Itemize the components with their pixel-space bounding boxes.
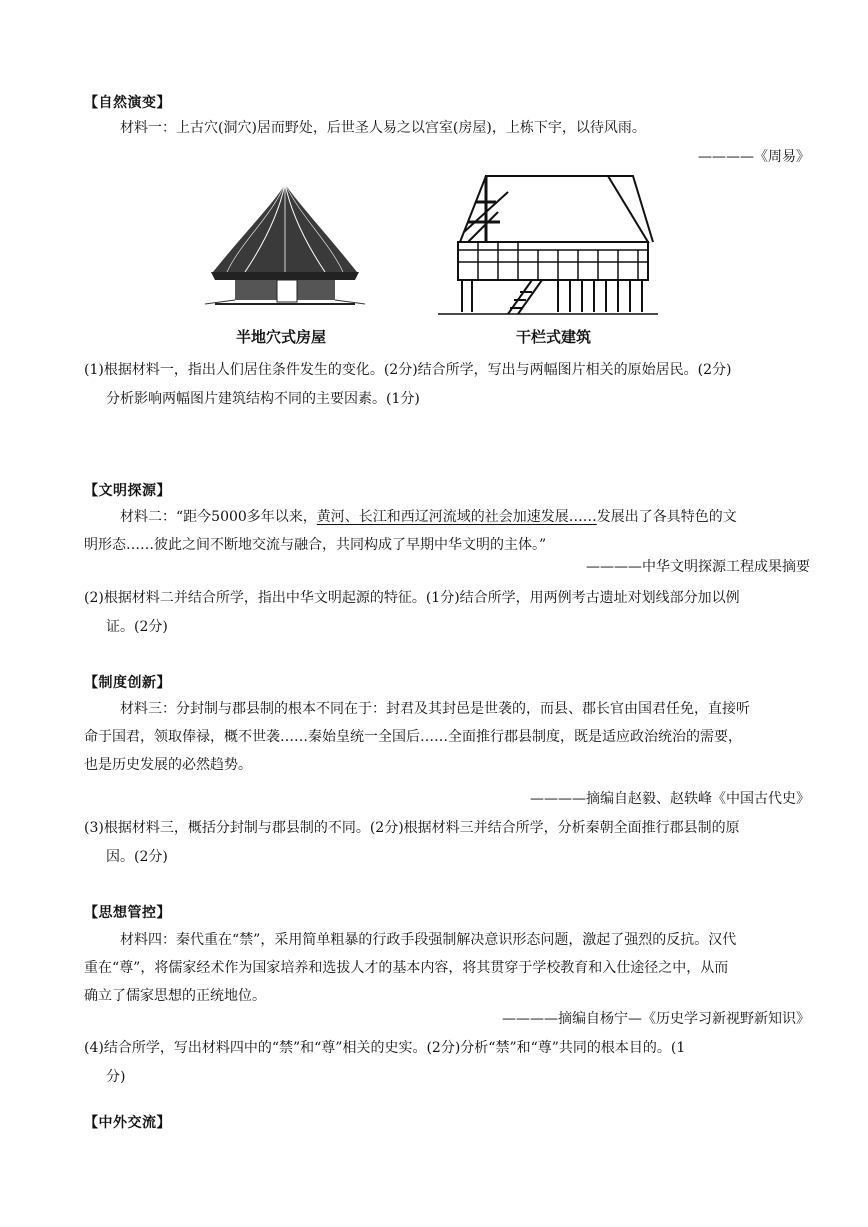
material-4-source: ————摘编自杨宁—《历史学习新视野新知识》 (502, 1011, 810, 1027)
question-3-line-1: (3)根据材料三，概括分封制与郡县制的不同。(2分)根据材料三并结合所学，分析秦朝全面推行郡县制的原 (84, 820, 740, 836)
section-title-natural-evolution: 【自然演变】 (84, 95, 171, 111)
material-3-line-3: 也是历史发展的必然趋势。 (84, 757, 252, 773)
material-3-line-1: 材料三：分封制与郡县制的根本不同在于：封君及其封邑是世袭的，而县、郡长官由国君任免，直接听 (120, 701, 750, 717)
material-2-underlined: 黄河、长江和西辽河流域的社会加速发展…… (316, 509, 597, 525)
material-1-text: 材料一：上古穴(洞穴)居而野处，后世圣人易之以宫室(房屋)，上栋下宇，以待风雨。 (120, 120, 646, 136)
question-3-line-2: 因。(2分) (106, 849, 168, 865)
question-1-line-1: (1)根据材料一，指出人们居住条件发生的变化。(2分)结合所学，写出与两幅图片相关的原始居民。(2分) (84, 362, 732, 378)
question-3 (84, 814, 814, 872)
material-2-part-a: 材料二：“距今5000多年以来， (120, 509, 317, 525)
question-4 (84, 1034, 814, 1092)
material-4-text (84, 926, 814, 1010)
question-2-line-1: (2)根据材料二并结合所学，指出中华文明起源的特征。(1分)结合所学，用两例考古遗址对划线部分加以例 (84, 590, 740, 606)
stilt-house-icon (438, 172, 658, 322)
material-4-line-2: 重在“尊”，将儒家经术作为国家培养和选拔人才的基本内容，将其贯穿于学校教育和入仕途径之中，从而 (84, 960, 729, 976)
question-2 (84, 584, 814, 642)
figure-1-caption: 半地穴式房屋 (236, 328, 327, 346)
thatched-hut-icon (205, 172, 365, 322)
material-2-part-b: 发展出了各具特色的文 (596, 509, 737, 525)
material-4-line-1: 材料四：秦代重在“禁”，采用简单粗暴的行政手段强制解决意识形态问题，激起了强烈的反抗。汉代 (120, 932, 737, 948)
material-3-line-2: 命于国君，领取俸禄，概不世袭……秦始皇统一全国后……全面推行郡县制度，既是适应政治统治的需要， (84, 729, 742, 745)
material-4-line-3: 确立了儒家思想的正统地位。 (84, 988, 266, 1004)
material-1-source: ————《周易》 (698, 149, 810, 165)
section-title-cultural-exchange: 【中外交流】 (84, 1115, 171, 1131)
question-2-line-2: 证。(2分) (106, 619, 168, 635)
semi-subterranean-house-figure (205, 172, 365, 322)
figure-2-caption: 干栏式建筑 (516, 328, 592, 346)
material-3-text (84, 695, 814, 779)
stilt-house-figure (438, 172, 658, 322)
question-4-line-1: (4)结合所学，写出材料四中的“禁”和“尊”相关的史实。(2分)分析“禁”和“尊”共同的根本目的。(1 (84, 1040, 686, 1056)
material-2-line-2: 明形态……彼此之间不断地交流与融合，共同构成了早期中华文明的主体。” (84, 537, 547, 553)
section-title-ideological-control: 【思想管控】 (84, 905, 171, 921)
question-1 (84, 356, 814, 414)
question-4-line-2: 分) (106, 1069, 126, 1085)
section-title-institutional-innovation: 【制度创新】 (84, 675, 171, 691)
material-3-source: ————摘编自赵毅、赵轶峰《中国古代史》 (530, 791, 810, 807)
material-2-source: ————中华文明探源工程成果摘要 (586, 559, 810, 575)
question-1-line-2: 分析影响两幅图片建筑结构不同的主要因素。(1分) (106, 391, 420, 407)
material-2-text (84, 503, 814, 559)
section-title-civilization-origins: 【文明探源】 (84, 483, 171, 499)
